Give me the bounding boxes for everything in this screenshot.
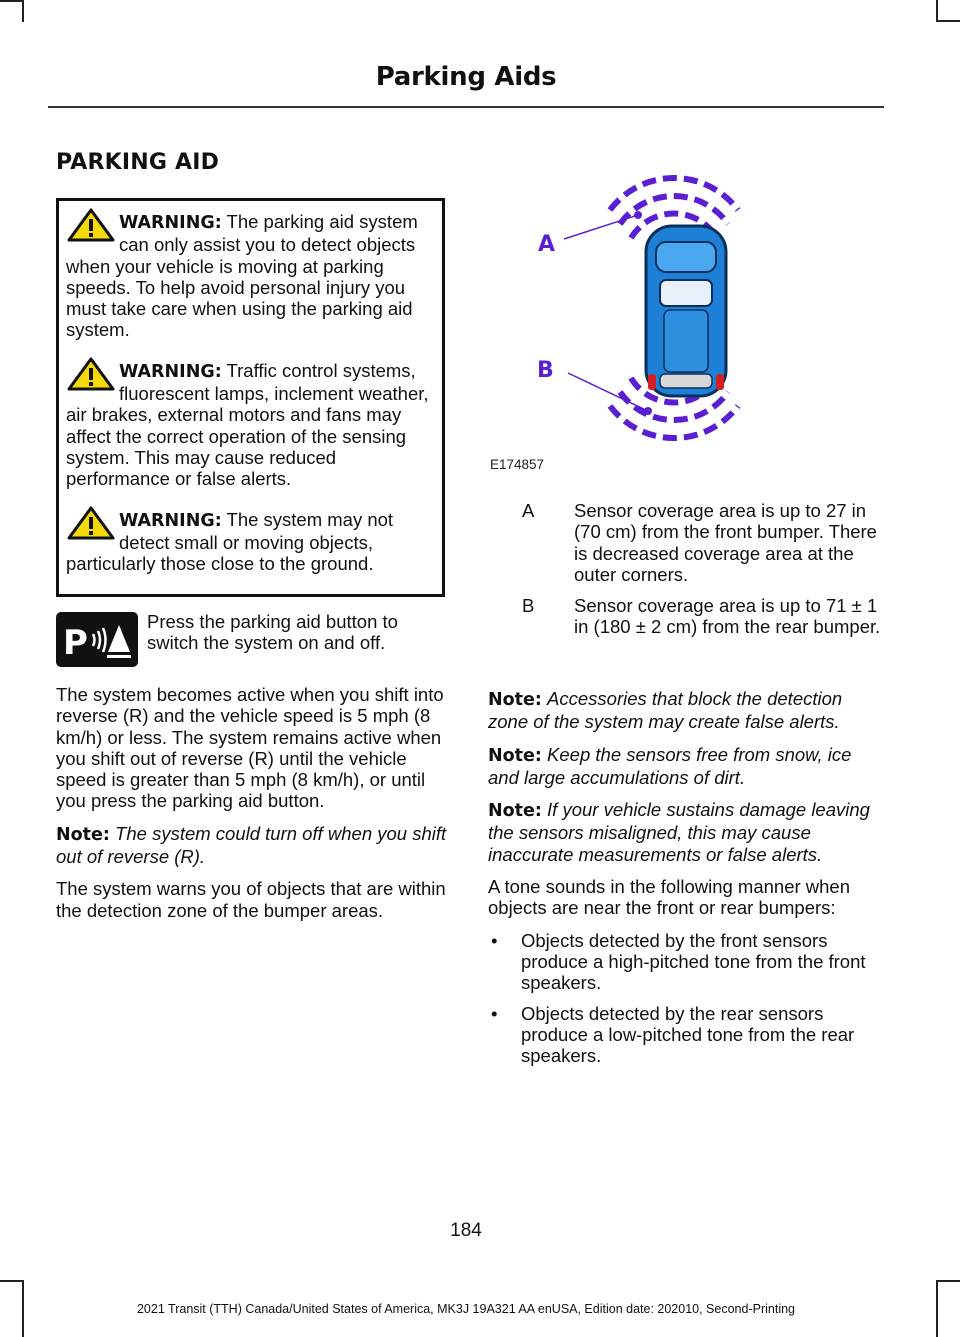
right-column	[488, 688, 884, 1075]
crop-mark	[936, 1280, 938, 1337]
note-text: If your vehicle sustains damage leaving the sensors misaligned, this may cause inaccurate measurements or false alerts.	[488, 799, 870, 865]
callout-label-b: B	[537, 358, 554, 383]
warning-text: The parking aid system can only assist you to detect objects when your vehicle is moving at parking speeds. To help avoid personal injury you must take care when using the parking aid system.	[66, 211, 418, 341]
note-text: Keep the sensors free from snow, ice and large accumulations of dirt.	[488, 743, 852, 788]
warning-1	[66, 211, 434, 341]
footer-text: 2021 Transit (TTH) Canada/United States of America, MK3J 19A321 AA enUSA, Edition date: 202010, Second-Printing	[136, 1302, 795, 1316]
warning-text: The system may not detect small or moving objects, particularly those close to the ground.	[66, 508, 394, 575]
page-number: 184	[450, 1220, 482, 1241]
warning-label: WARNING:	[119, 213, 222, 233]
crop-mark	[0, 1280, 22, 1282]
svg-text:P: P	[63, 623, 88, 663]
legend-key: A	[522, 500, 535, 521]
paragraph: The system warns you of objects that are within the detection zone of the bumper areas.	[56, 878, 446, 921]
crop-mark	[938, 20, 960, 22]
note	[488, 799, 884, 865]
list-item	[488, 930, 884, 994]
left-column	[56, 684, 448, 932]
callout-label-a: A	[538, 232, 556, 257]
crop-mark	[938, 1280, 960, 1282]
legend-key: B	[522, 595, 535, 617]
note	[488, 688, 884, 733]
paragraph: The system becomes active when you shift into reverse (R) and the vehicle speed is 5 mph (8 km/h) or less. The system remains active when you shift out of reverse (R) until the vehicle speed is greater than 5 mph (8 km/h), or until you press the parking aid button.	[56, 684, 444, 812]
list-item-text: Objects detected by the front sensors produce a high-pitched tone from the front speakers.	[521, 929, 866, 994]
note-label: Note:	[488, 801, 542, 822]
note-label: Note:	[56, 824, 110, 845]
warning-text: Traffic control systems, fluorescent lamps, inclement weather, air brakes, external motors and fans may affect the correct operation of the sensing system. This may cause reduced performance or false alerts.	[66, 359, 429, 490]
note	[488, 744, 884, 789]
vehicle-sensor-illustration	[488, 168, 884, 473]
parking-aid-icon	[56, 612, 138, 667]
legend-text: Sensor coverage area is up to 71 ± 1 in (180 ± 2 cm) from the rear bumper.	[574, 595, 881, 638]
note-label: Note:	[488, 745, 542, 766]
note-label: Note:	[488, 690, 542, 710]
warning-label: WARNING:	[119, 361, 222, 382]
parking-sensor-diagram	[488, 168, 884, 473]
paragraph: A tone sounds in the following manner when objects are near the front or rear bumpers:	[488, 876, 851, 919]
crop-mark	[22, 0, 24, 22]
note	[56, 823, 448, 868]
bullet-marker: •	[491, 1002, 498, 1024]
list-item	[488, 1003, 884, 1067]
page-title: Parking Aids	[375, 62, 557, 92]
warning-triangle-icon	[66, 357, 116, 391]
note-text: The system could turn off when you shift out of reverse (R).	[56, 822, 447, 868]
legend-item	[488, 500, 884, 585]
parking-aid-button-description: Press the parking aid button to switch the system on and off.	[147, 611, 398, 654]
warning-triangle-icon	[66, 208, 116, 242]
warning-3	[66, 509, 434, 575]
figure-code: E174857	[490, 457, 545, 472]
header-divider	[48, 106, 884, 108]
legend-text: Sensor coverage area is up to 27 in (70 cm) from the front bumper. There is decreased coverage area at the outer corners.	[574, 500, 877, 585]
crop-mark	[936, 0, 938, 22]
figure-legend	[488, 500, 884, 648]
crop-mark	[0, 0, 22, 2]
list-item-text: Objects detected by the rear sensors produce a low-pitched tone from the rear speakers.	[521, 1002, 855, 1067]
warning-label: WARNING:	[119, 510, 222, 531]
bullet-marker: •	[491, 929, 498, 951]
page-header	[48, 62, 884, 92]
warning-2	[66, 360, 434, 490]
section-title: PARKING AID	[56, 150, 220, 175]
warning-box	[56, 198, 445, 597]
legend-item	[488, 595, 884, 638]
warning-triangle-icon	[66, 506, 116, 540]
note-text: Accessories that block the detection zone of the system may create false alerts.	[488, 688, 843, 733]
